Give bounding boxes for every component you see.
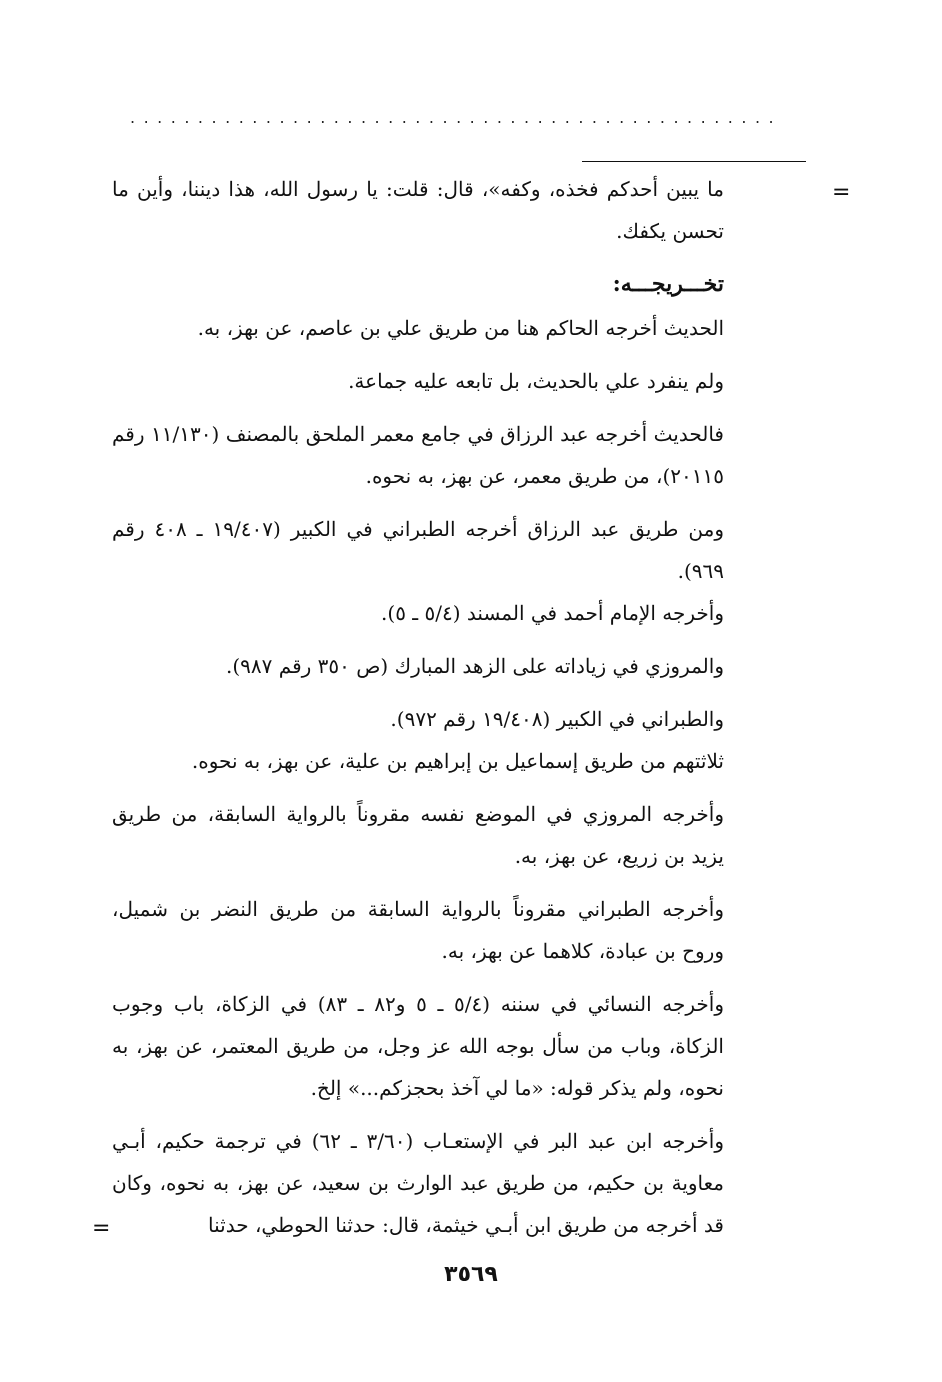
paragraph: ومن طريق عبد الرزاق أخرجه الطبراني في الكبير (١٩/٤٠٧ ـ ٤٠٨ رقم ٩٦٩). xyxy=(112,517,724,583)
footnote-text xyxy=(112,168,724,1257)
paragraph: وأخرجه المروزي في الموضع نفسه مقروناً بالرواية السابقة، من طريق يزيد بن زريع، عن بهز، به. xyxy=(112,802,724,868)
header-dotted-line: ................................................ xyxy=(130,108,783,127)
paragraph: ما يبين أحدكم فخذه، وكفه»، قال: قلت: يا رسول الله، هذا ديننا، وأين ما تحسن يكفك. xyxy=(112,177,724,243)
continuation-marker-bottom: = xyxy=(92,1216,111,1241)
paragraph: ولم ينفرد علي بالحديث، بل تابعه عليه جماعة. xyxy=(348,369,724,393)
paragraph: ثلاثتهم من طريق إسماعيل بن إبراهيم بن علية، عن بهز، به نحوه. xyxy=(191,749,724,773)
paragraph: والطبراني في الكبير (١٩/٤٠٨ رقم ٩٧٢). xyxy=(390,707,724,731)
paragraph: وأخرجه ابن عبد البر في الإستعـاب (٣/٦٠ ـ ٦٢) في ترجمة حكيم، أبـي معاوية بن حكيم، من طريق عبد الوارث بن سعيد، عن بهز، به نحوه، وكان قد أخرجه من طريق ابن أبـي خيثمة، قال: حدثنا الحوطي، حدثنا xyxy=(112,1129,725,1237)
section-heading: تخـــريجـــه: xyxy=(612,271,724,297)
page-number: ٣٥٦٩ xyxy=(444,1262,498,1287)
paragraph: وأخرجه الطبراني مقروناً بالرواية السابقة من طريق النضر بن شميل، وروح بن عبادة، كلاهما عن بهز، به. xyxy=(112,897,724,963)
paragraph: وأخرجه الإمام أحمد في المسند (٥/٤ ـ ٥). xyxy=(381,601,724,625)
paragraph: وأخرجه النسائي في سننه (٥/٤ ـ ٥ و٨٢ ـ ٨٣) في الزكاة، باب وجوب الزكاة، وباب من سأل بوجه الله عز وجل، من طريق المعتمر، عن بهز، به نحوه، ولم يذكر قوله: «ما لي آخذ بحجزكم...» إلخ. xyxy=(112,992,725,1100)
continuation-marker-top: = xyxy=(832,180,851,205)
paragraph: الحديث أخرجه الحاكم هنا من طريق علي بن عاصم، عن بهز، به. xyxy=(197,316,724,340)
paragraph: فالحديث أخرجه عبد الرزاق في جامع معمر الملحق بالمصنف (١١/١٣٠ رقم ٢٠١١٥)، من طريق معمر، عن بهز، به نحوه. xyxy=(112,422,724,488)
paragraph: والمروزي في زياداته على الزهد المبارك (ص ٣٥٠ رقم ٩٨٧). xyxy=(226,654,724,678)
footnote-separator xyxy=(582,161,806,162)
